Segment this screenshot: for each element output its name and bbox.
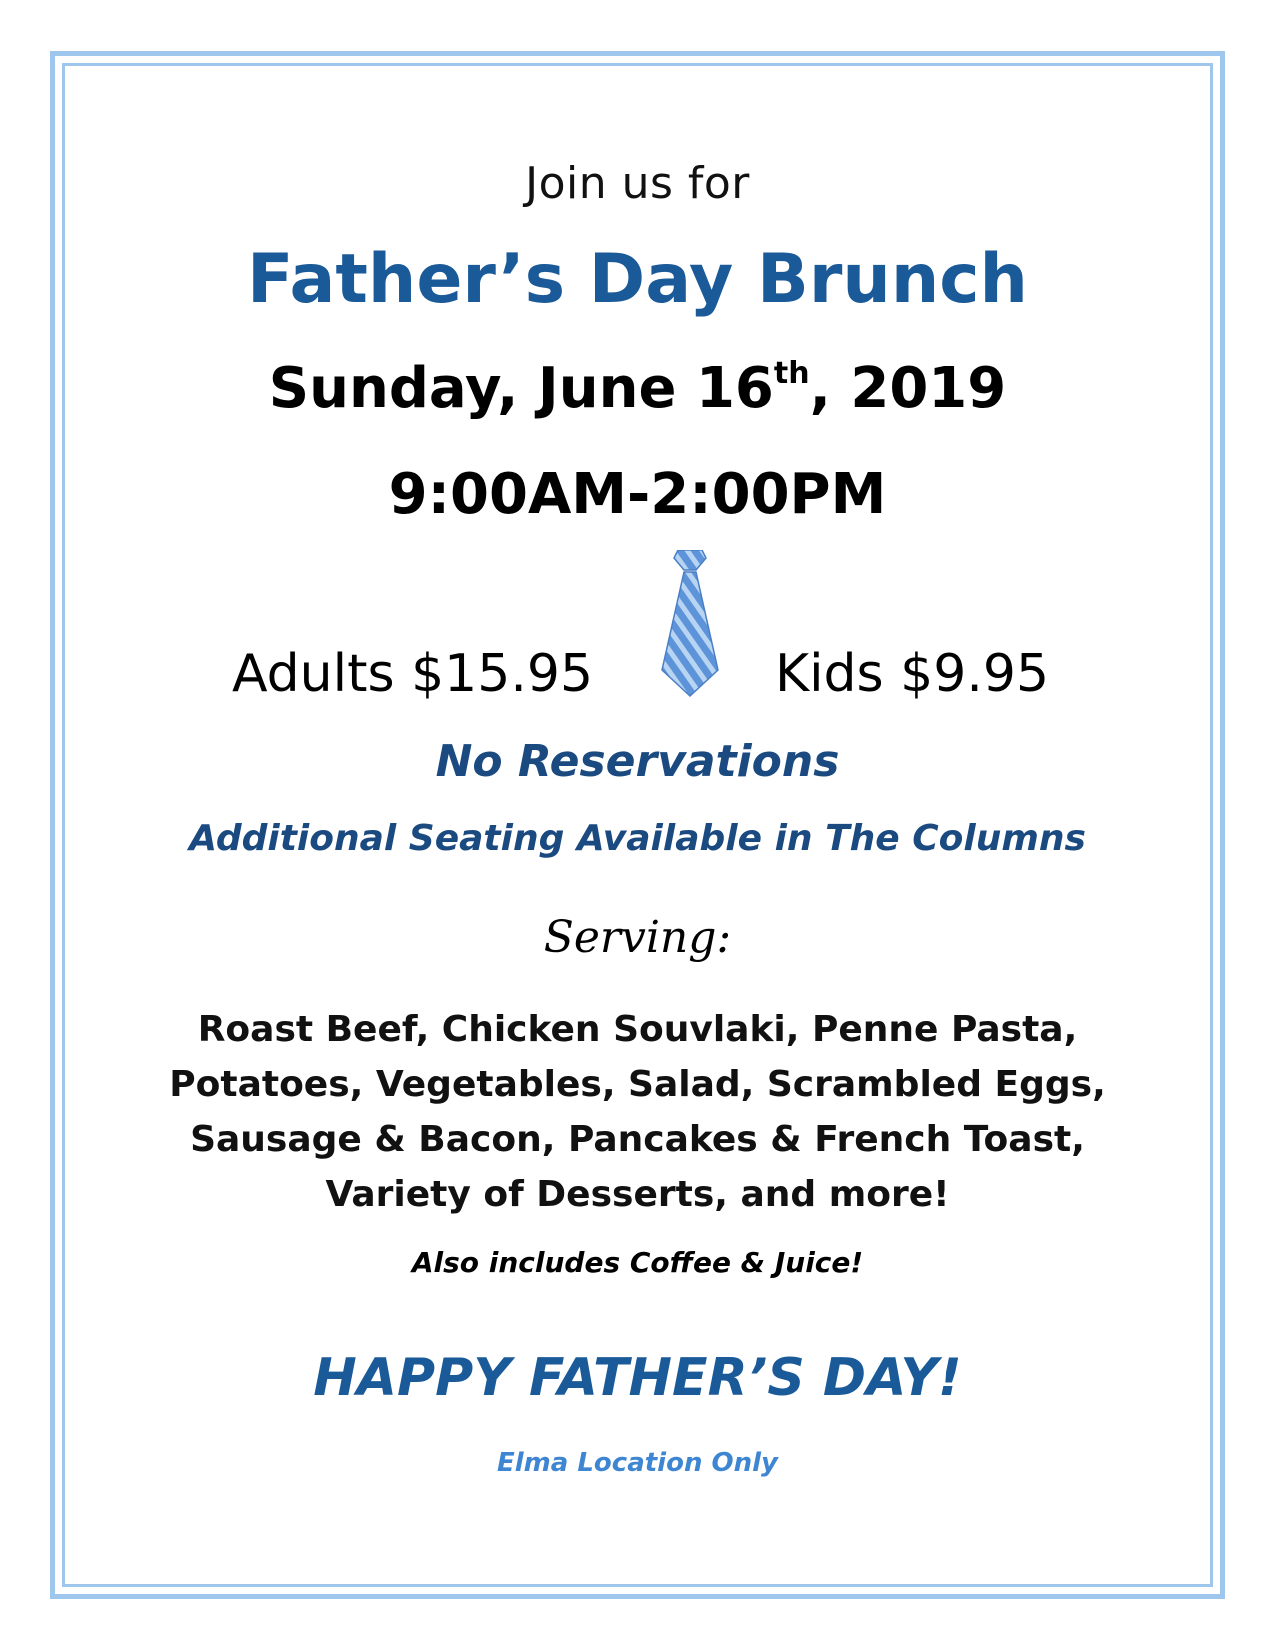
event-title: Father’s Day Brunch [247,240,1028,319]
date-main: Sunday, June 16 [268,356,774,421]
date-year: , 2019 [809,356,1007,421]
event-time: 9:00AM-2:00PM [388,462,887,527]
intro-text: Join us for [525,158,750,209]
necktie-icon [640,550,740,725]
location-note: Elma Location Only [497,1448,778,1478]
also-includes-text: Also includes Coffee & Juice! [411,1246,864,1279]
menu-line: Sausage & Bacon, Pancakes & French Toast, [190,1119,1085,1160]
no-reservations-text: No Reservations [435,736,840,787]
greeting-text: HAPPY FATHER’S DAY! [313,1348,962,1408]
serving-label: Serving: [543,912,732,963]
menu-line: Roast Beef, Chicken Souvlaki, Penne Pasta, [197,1009,1078,1050]
menu-line: Variety of Desserts, and more! [325,1174,950,1215]
additional-seating-text: Additional Seating Available in The Columns [189,818,1086,859]
kids-price: Kids $9.95 [775,644,1050,704]
date-suffix: th [773,356,810,391]
event-date [0,356,1275,421]
menu-list [0,1002,1275,1222]
menu-line: Potatoes, Vegetables, Salad, Scrambled Eggs, [169,1064,1106,1105]
adults-price: Adults $15.95 [232,644,594,704]
